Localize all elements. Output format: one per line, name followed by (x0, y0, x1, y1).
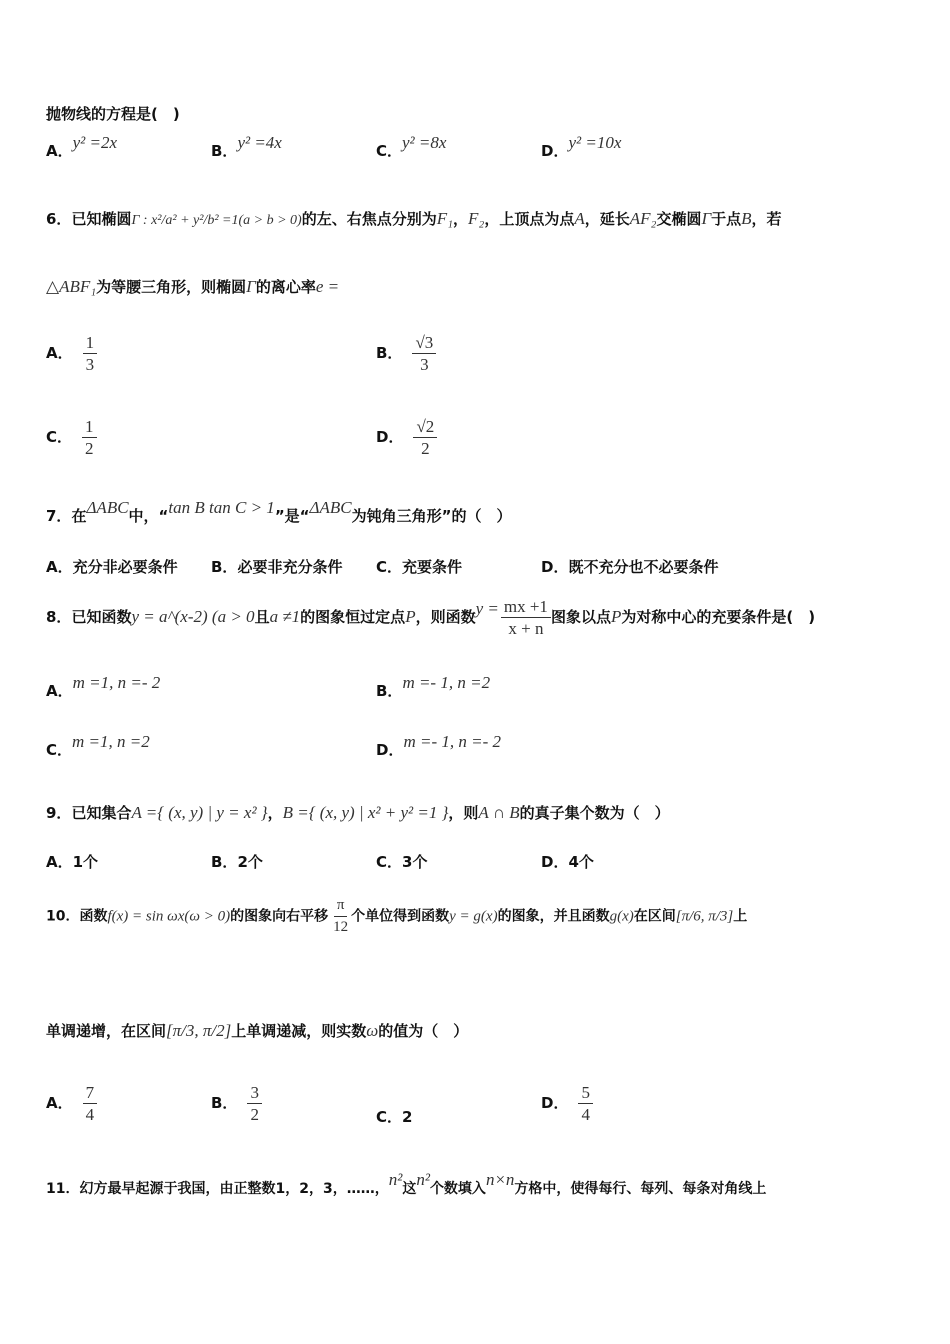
q9-option-d: D．4个 (541, 853, 594, 871)
q8-number: 8． (46, 608, 72, 626)
q10-option-a: A． $\frac{7}{4}$ (46, 1083, 97, 1124)
q7-option-a: A．充分非必要条件 (46, 558, 178, 576)
q7-option-d: D．既不充分也不必要条件 (541, 558, 719, 576)
q5-option-c: C．y² =8x (376, 133, 447, 160)
q10-stem-line1: 10．函数f(x) = sin ωx(ω > 0)的图象向右平移 $\frac{\pi}{12}$ 个单位得到函数y = g(x)的图象，并且函数g(x)在区间[π/6, π/3]上 (46, 897, 748, 935)
q6-ellipse: Γ : x²/a² + y²/b² =1(a > b > 0) (131, 213, 302, 228)
q8-stem: 8．已知函数y = a^(x-2) (a > 0且a ≠1的图象恒过定点P，则函数y = $\frac{mx +1}{x + n}$ 图象以点P为对称中心的充要条件是( ) (46, 597, 816, 638)
q10-option-c: C．2 (376, 1108, 413, 1126)
q9-option-a: A．1个 (46, 853, 99, 871)
q5-option-a: A．y² =2x (46, 133, 118, 160)
q10-option-d: D． $\frac{5}{4}$ (541, 1083, 593, 1124)
q5-option-b: B．y² =4x (211, 133, 282, 160)
q11-stem: 11．幻方最早起源于我国，由正整数1，2，3，……，n²这n²个数填入n×n方格中，使得每行、每列、每条对角线上 (46, 1170, 767, 1197)
q6-option-c: C． $\frac{1}{2}$ (46, 417, 97, 458)
q9-option-c: C．3个 (376, 853, 428, 871)
q5-stem-text: 抛物线的方程是( ) (46, 105, 180, 123)
q5-stem (46, 103, 180, 124)
q6-stem-line2: △ABF₁为等腰三角形，则椭圆Γ的离心率e = (46, 277, 340, 296)
q7-option-c: C．充要条件 (376, 558, 463, 576)
q10-option-b: B． $\frac{3}{2}$ (211, 1083, 262, 1124)
q5-option-d: D．y² =10x (541, 133, 622, 160)
q9-number: 9． (46, 804, 72, 822)
q10-number: 10． (46, 908, 80, 925)
q6-option-d: D． $\frac{√2}{2}$ (376, 417, 437, 458)
q8-option-b: B．m =- 1, n =2 (376, 673, 491, 700)
q9-option-b: B．2个 (211, 853, 263, 871)
q6-option-b: B． $\frac{√3}{3}$ (376, 333, 436, 374)
q10-stem-line2: 单调递增，在区间[π/3, π/2]上单调递减，则实数ω的值为（ ） (46, 1021, 469, 1040)
q8-option-d: D．m =- 1, n =- 2 (376, 732, 501, 759)
q8-option-c: C．m =1, n =2 (46, 732, 150, 759)
q9-stem: 9．已知集合A ={ (x, y) | y = x² }，B ={ (x, y) | x² + y² =1 }，则A ∩ B的真子集个数为（ ） (46, 803, 670, 822)
q8-option-a: A．m =1, n =- 2 (46, 673, 161, 700)
q7-option-b: B．必要非充分条件 (211, 558, 343, 576)
q6-option-a: A． $\frac{1}{3}$ (46, 333, 97, 374)
q6-stem-line1: 6．已知椭圆Γ : x²/a² + y²/b² =1(a > b > 0)的左、右焦点分别为F₁，F₂，上顶点为点A，延长AF₂交椭圆Γ于点B，若 (46, 209, 782, 228)
q7-stem: 7．在ΔABC中，“tan B tan C > 1”是“ΔABC为钝角三角形”的（ ） (46, 498, 512, 525)
q7-number: 7． (46, 507, 72, 525)
q11-number: 11． (46, 1181, 80, 1197)
q6-number: 6． (46, 210, 72, 228)
